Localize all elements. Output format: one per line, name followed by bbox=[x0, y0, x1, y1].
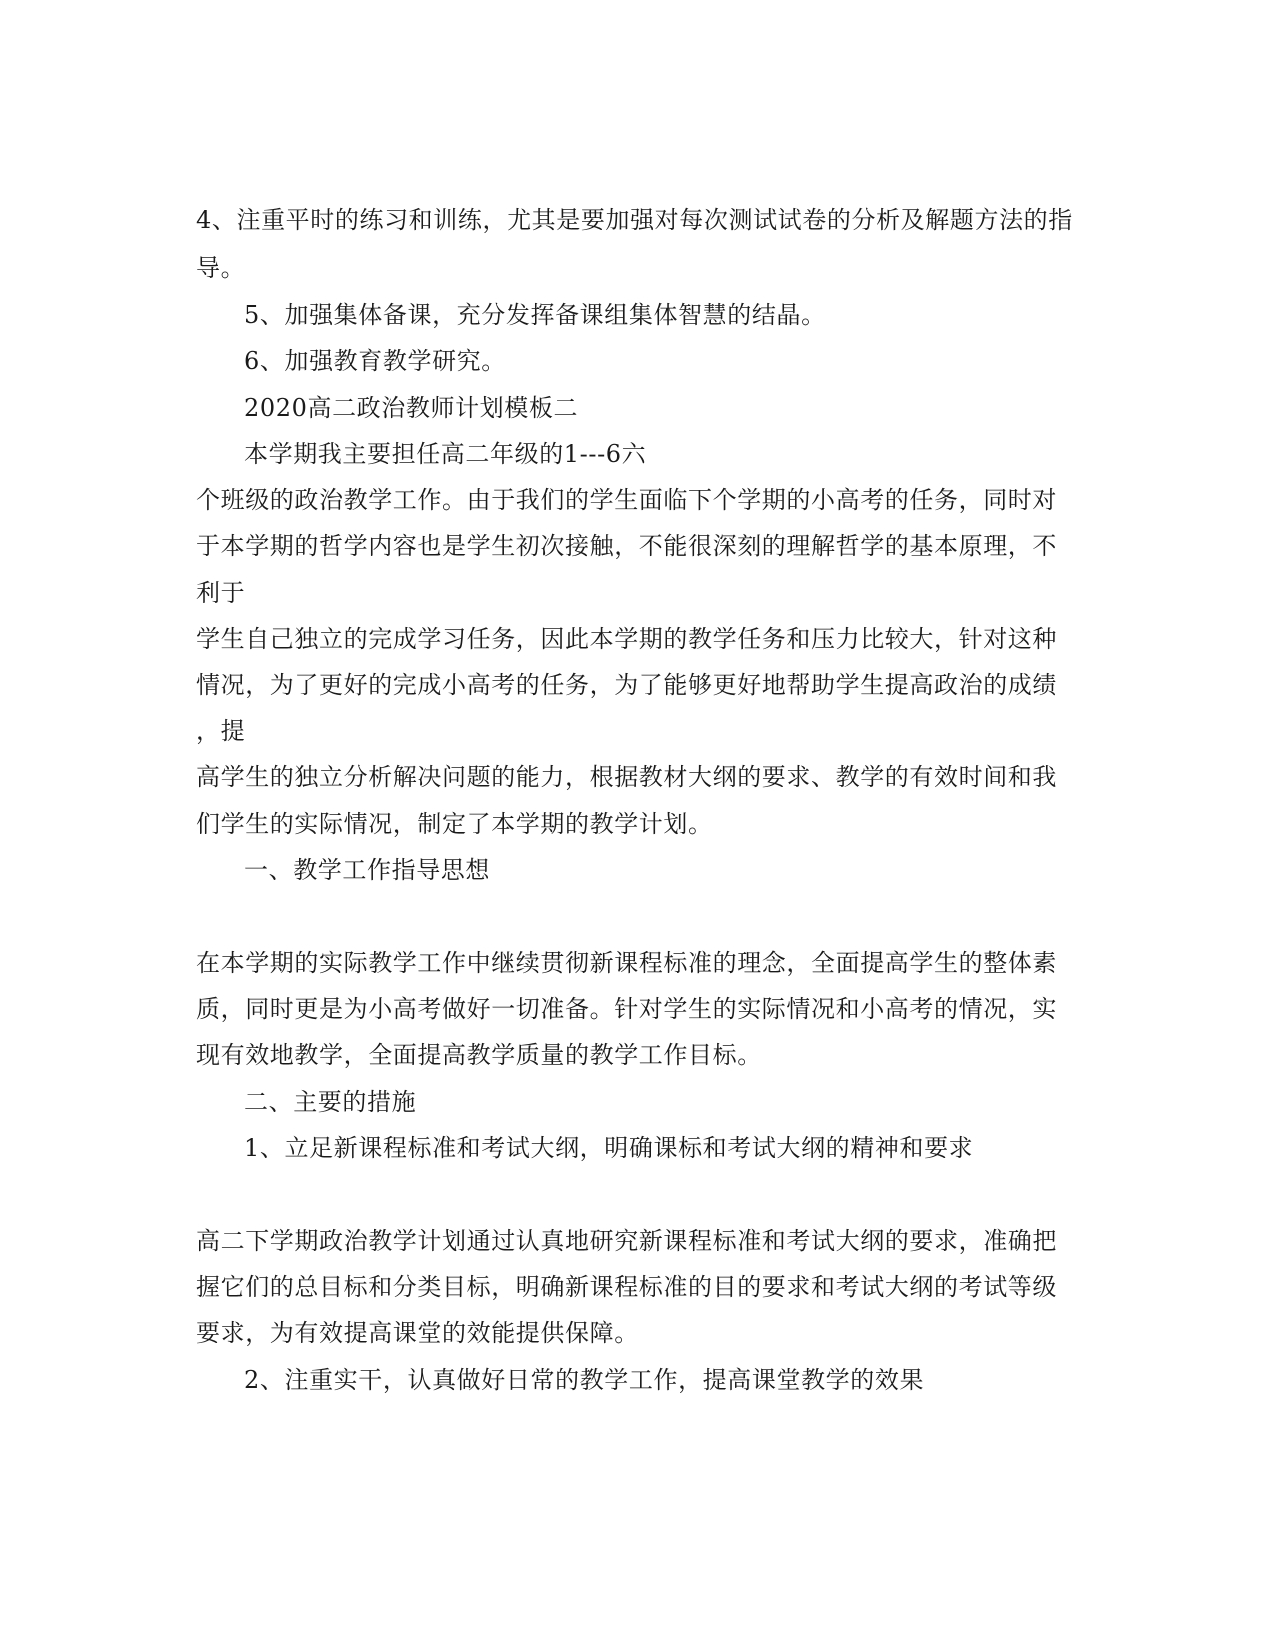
text-line: 握它们的总目标和分类目标，明确新课程标准的目的要求和考试大纲的考试等级 bbox=[196, 1273, 1057, 1301]
text-line: 高学生的独立分析解决问题的能力，根据教材大纲的要求、教学的有效时间和我 bbox=[196, 763, 1057, 791]
list-item: 6、加强教育教学研究。 bbox=[244, 347, 506, 375]
text-line: 情况，为了更好的完成小高考的任务，为了能够更好地帮助学生提高政治的成绩 bbox=[196, 671, 1057, 699]
text-line: 学生自己独立的完成学习任务，因此本学期的教学任务和压力比较大，针对这种 bbox=[196, 625, 1057, 653]
text-line: 个班级的政治教学工作。由于我们的学生面临下个学期的小高考的任务，同时对 bbox=[196, 486, 1057, 514]
text-line: 现有效地教学，全面提高教学质量的教学工作目标。 bbox=[196, 1041, 762, 1069]
text-line: 导。 bbox=[196, 254, 246, 282]
text-line: ，提 bbox=[196, 717, 246, 745]
section-title: 2020高二政治教师计划模板二 bbox=[244, 394, 579, 422]
text-line: 们学生的实际情况，制定了本学期的教学计划。 bbox=[196, 810, 713, 838]
text-line: 质，同时更是为小高考做好一切准备。针对学生的实际情况和小高考的情况，实 bbox=[196, 995, 1057, 1023]
list-item: 1、立足新课程标准和考试大纲，明确课标和考试大纲的精神和要求 bbox=[244, 1134, 974, 1162]
text-line: 本学期我主要担任高二年级的1---6六 bbox=[244, 440, 647, 468]
text-line: 高二下学期政治教学计划通过认真地研究新课程标准和考试大纲的要求，准确把 bbox=[196, 1227, 1057, 1255]
section-heading: 二、主要的措施 bbox=[244, 1088, 417, 1116]
text-line: 利于 bbox=[196, 579, 246, 607]
text-line: 于本学期的哲学内容也是学生初次接触，不能很深刻的理解哲学的基本原理，不 bbox=[196, 532, 1057, 560]
text-line: 要求，为有效提高课堂的效能提供保障。 bbox=[196, 1319, 639, 1347]
list-item: 5、加强集体备课，充分发挥备课组集体智慧的结晶。 bbox=[244, 301, 826, 329]
text-line: 4、注重平时的练习和训练，尤其是要加强对每次测试试卷的分析及解题方法的指 bbox=[196, 206, 1073, 234]
list-item: 2、注重实干，认真做好日常的教学工作，提高课堂教学的效果 bbox=[244, 1366, 925, 1394]
section-heading: 一、教学工作指导思想 bbox=[244, 856, 490, 884]
text-line: 在本学期的实际教学工作中继续贯彻新课程标准的理念，全面提高学生的整体素 bbox=[196, 949, 1057, 977]
